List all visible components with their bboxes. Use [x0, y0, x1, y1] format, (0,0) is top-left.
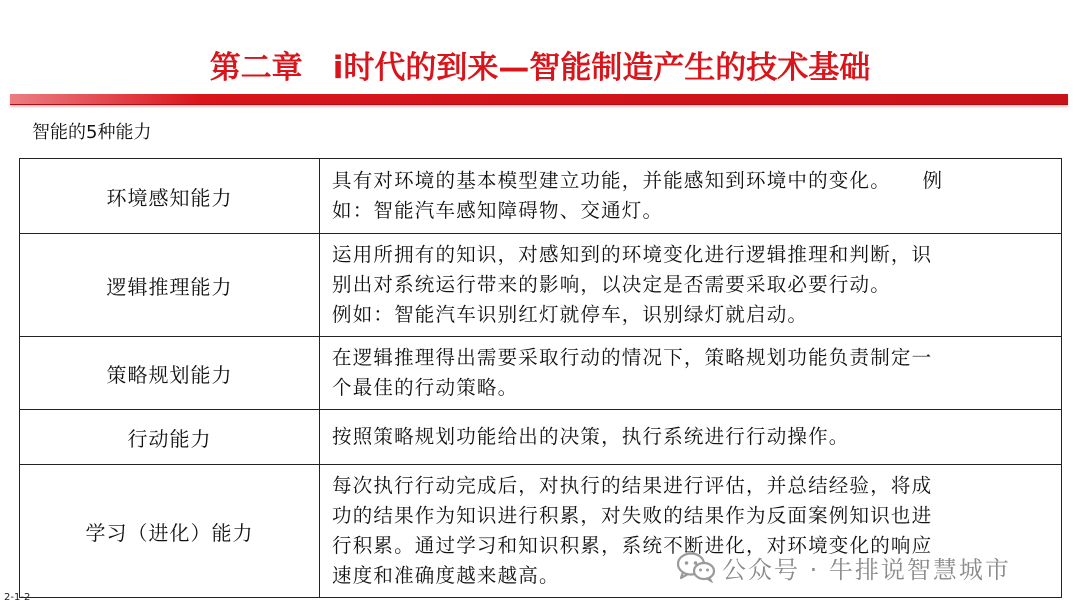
table-row [20, 159, 1062, 234]
watermark-text: 公众号 · 牛排说智慧城市 [722, 555, 1011, 584]
description-line: 例如：智能汽车识别红灯就停车，识别绿灯就启动。 [332, 303, 809, 326]
table-row [20, 410, 1062, 465]
ability-name: 策略规划能力 [20, 337, 320, 410]
description-line: 个最佳的行动策略。 [332, 376, 519, 399]
ability-name: 环境感知能力 [20, 159, 320, 234]
ability-name: 逻辑推理能力 [20, 234, 320, 337]
chapter-title: i时代的到来—智能制造产生的技术基础 [332, 50, 871, 86]
table-row [20, 337, 1062, 410]
wechat-icon [676, 551, 716, 583]
page-number: 2-1-2 [4, 592, 31, 603]
ability-description [320, 410, 1062, 465]
table-row [20, 234, 1062, 337]
ability-description [320, 337, 1062, 410]
ability-description [320, 234, 1062, 337]
page-title [0, 42, 1080, 86]
ability-name: 行动能力 [20, 410, 320, 465]
description-line: 行积累。通过学习和知识积累，系统不断进化，对环境变化的响应 [332, 534, 933, 557]
section-subtitle: 智能的5种能力 [32, 122, 152, 143]
ability-name: 学习（进化）能力 [20, 465, 320, 598]
title-underline-bar [10, 94, 1068, 105]
watermark [676, 550, 1011, 584]
description-line: 速度和准确度越来越高。 [332, 564, 560, 587]
description-line: 如：智能汽车感知障碍物、交通灯。 [332, 199, 664, 222]
description-line: 在逻辑推理得出需要采取行动的情况下，策略规划功能负责制定一 [332, 346, 933, 369]
ability-description [320, 159, 1062, 234]
description-line: 运用所拥有的知识，对感知到的环境变化进行逻辑推理和判断，识 [332, 243, 933, 266]
description-line: 按照策略规划功能给出的决策，执行系统进行行动操作。 [332, 425, 850, 448]
abilities-table [19, 158, 1062, 598]
chapter-label: 第二章 [209, 50, 303, 86]
description-line: 具有对环境的基本模型建立功能，并能感知到环境中的变化。 例 [332, 169, 944, 192]
description-line: 别出对系统运行带来的影响，以决定是否需要采取必要行动。 [332, 273, 891, 296]
description-line: 每次执行行动完成后，对执行的结果进行评估，并总结经验，将成 [332, 474, 933, 497]
description-line: 功的结果作为知识进行积累，对失败的结果作为反面案例知识也进 [332, 504, 933, 527]
